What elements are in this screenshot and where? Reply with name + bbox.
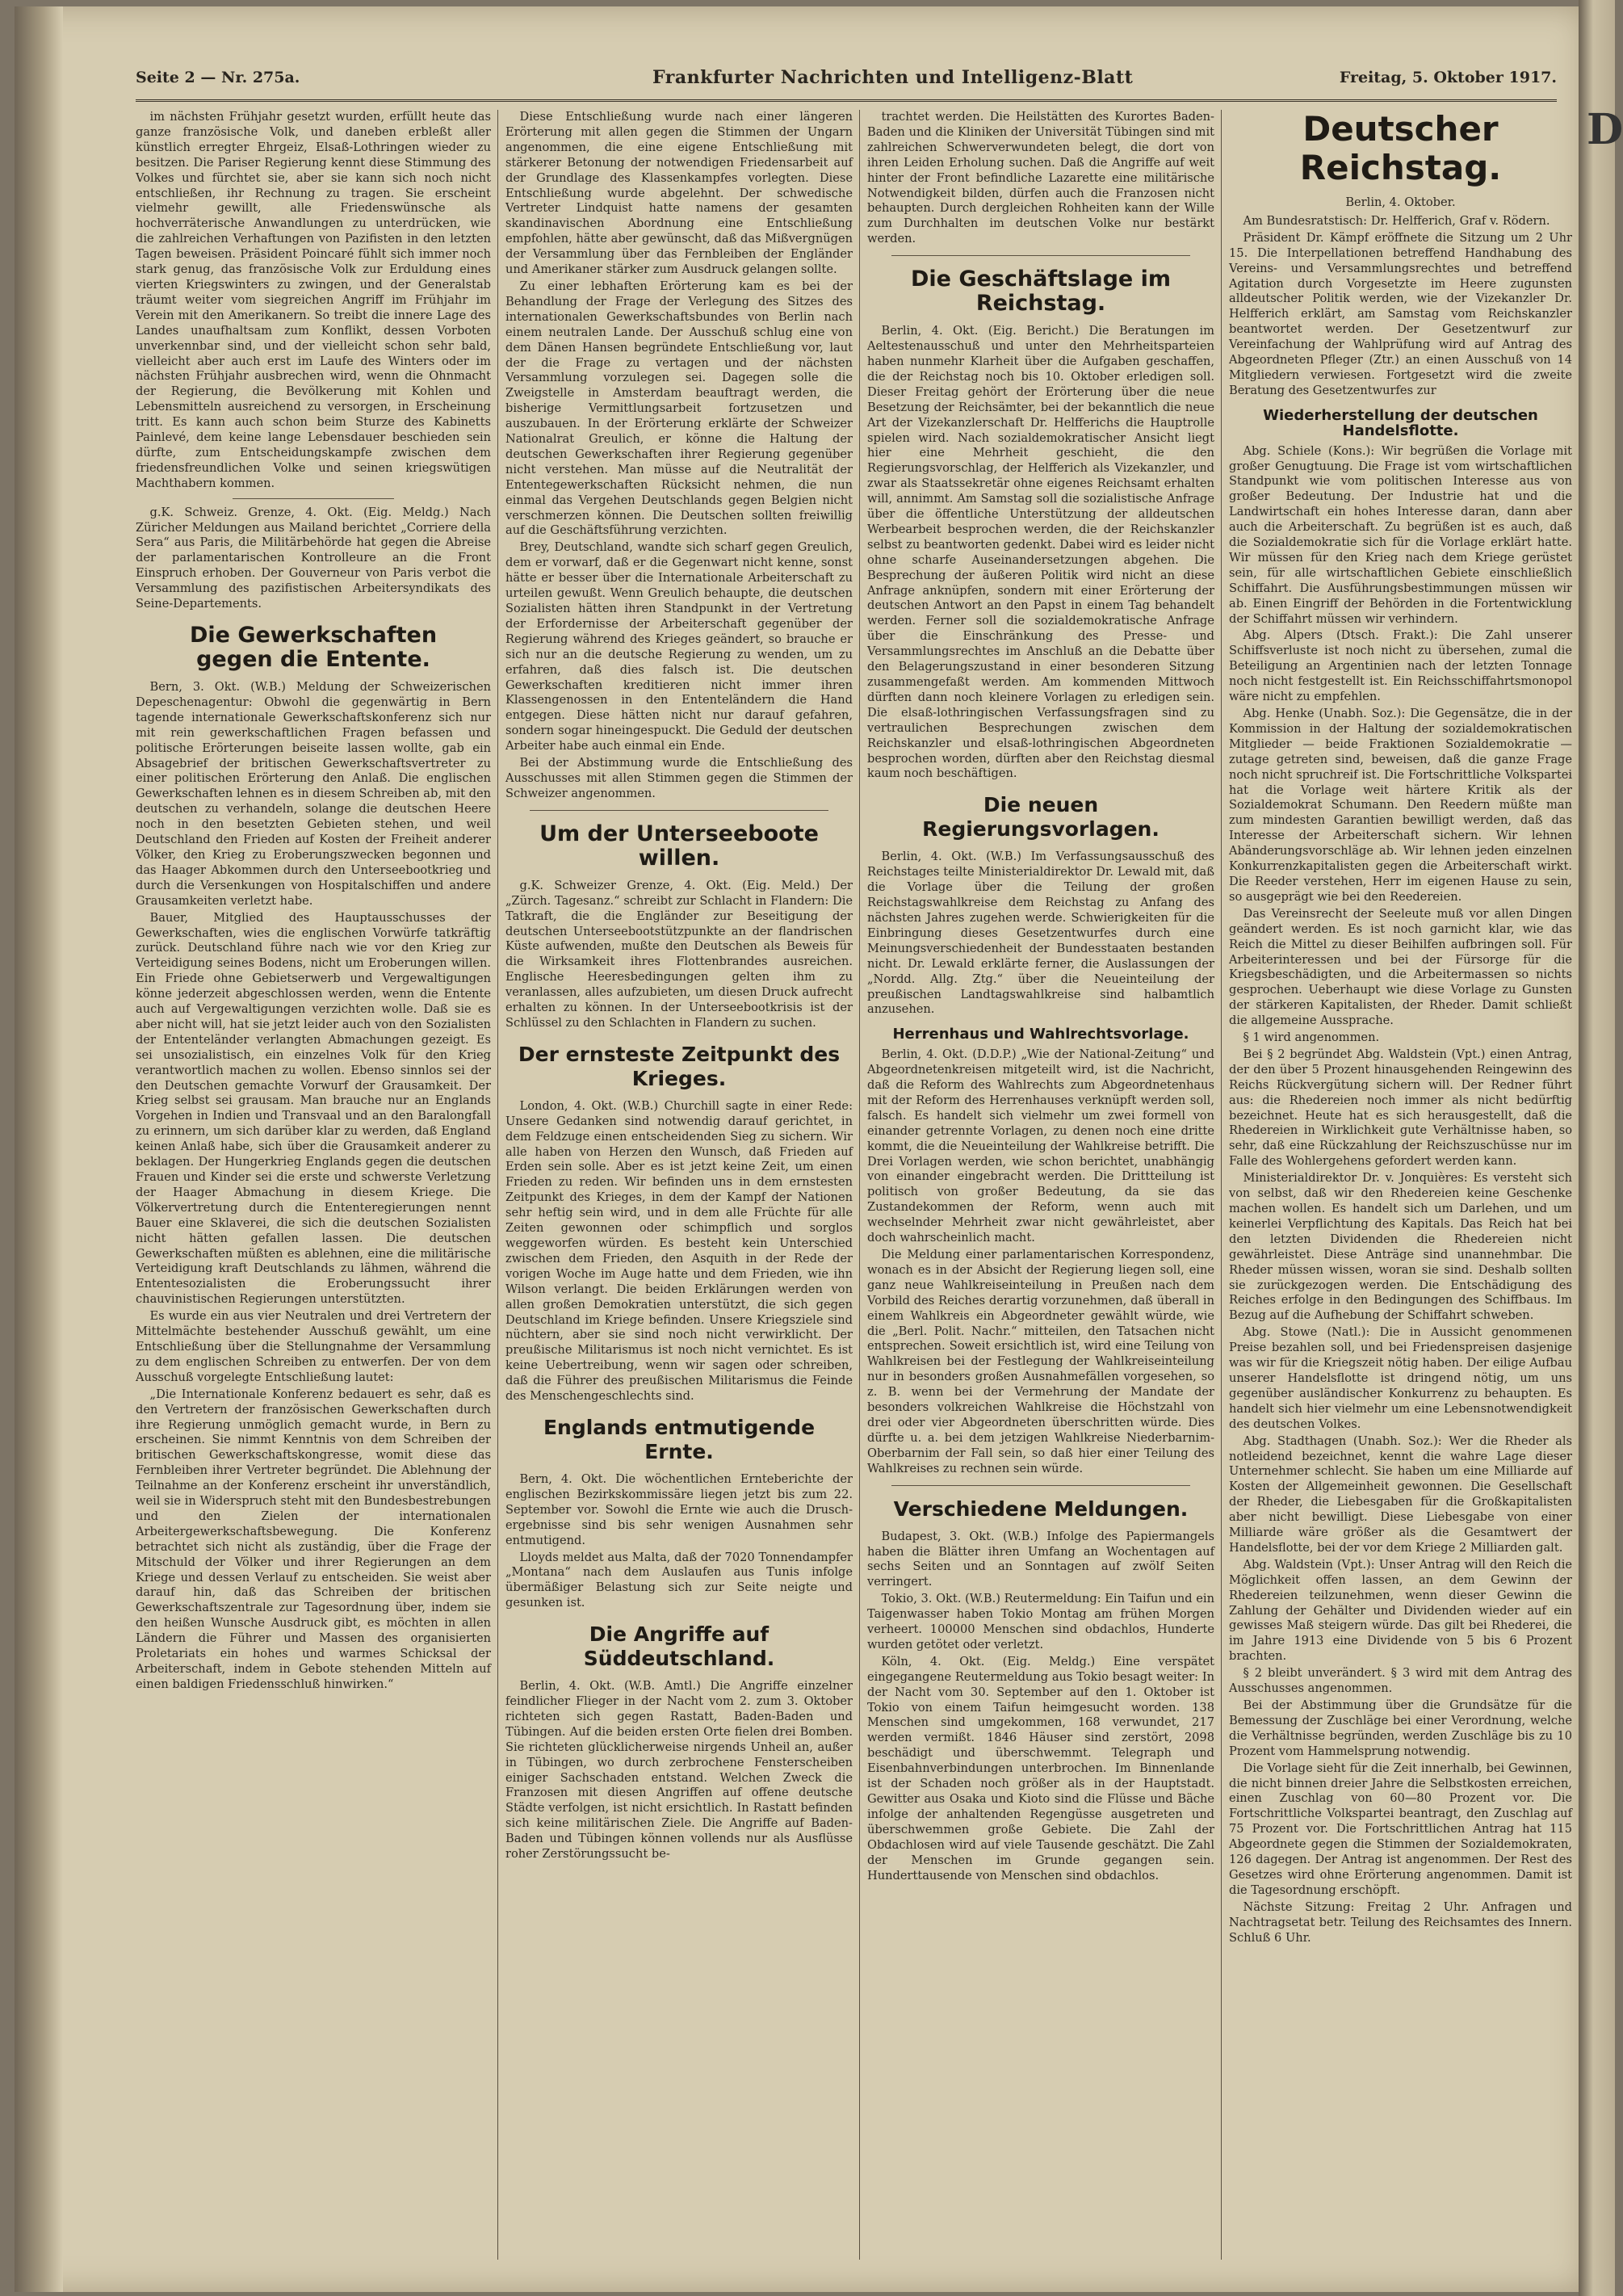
article-paragraph: g.K. Schweizer Grenze, 4. Okt. (Eig. Meld.) Der „Zürch. Tagesanz.“ schreibt zur Schlacht in Flandern: Die Tatkraft, die die Engländer zur Beseitigung der deutschen Unterseebootstützpunkte an der flandrischen Küste aufwenden, mußte den Deutschen als Beweis für die Wirksamkeit ihres Flottenbrandes ausreichen. Englische Heeresbedingungen gelten ihm zu veranlassen, alles aufzubieten, um diesen Druck aufrecht erhalten zu können. In der Unterseebootkrisis ist der Schlüssel zu den Schlachten in Flandern zu suchen. xyxy=(505,878,853,1030)
article-paragraph: § 1 wird angenommen. xyxy=(1243,1030,1380,1045)
article-headline xyxy=(136,623,491,672)
next-page-edge xyxy=(1579,0,1623,2296)
binding-edge xyxy=(15,6,63,2292)
article-paragraph: Diese Entschließung wurde nach einer längeren Erörterung mit allen gegen die Stimmen der Ungarn angenommen, die eine eigene Entschließung mit stärkerer Betonung der notwendigen Friedensarbeit auf der Grundlage des Klassenkampfes vorlegten. Diese Entschließung wurde abgelehnt. Der schwedische Vertreter Lindquist hatte namens der gesamten skandinavischen Abordnung eine Entschließung empfohlen, hätte aber gewünscht, daß das Mißvergnügen der Versammlung über das Fernbleiben der Engländer und Amerikaner stärker zum Ausdruck gelangen sollte. xyxy=(505,110,853,277)
article-headline: Die Geschäftslage im Reichstag. xyxy=(911,267,1171,317)
article-paragraph: im nächsten Frühjahr gesetzt wurden, erfüllt heute das ganze französische Volk, und daneben erbleßt aller künstlich erregter Ehrgeiz, Elsaß-Lothringen wieder zu besitzen. Die Pariser Regierung kennt diese Stimmung des Volkes und fürchtet sie, aber sie kann sich noch nicht entschließen, ihr Rechnung zu tragen. Sie erscheint vielmehr gewillt, alle Friedenswünsche als hochverräterische Anwandlungen zu unterdrücken, wie die zahlreichen Verhaftungen von Pazifisten in den letzten Tagen beweisen. Präsident Poincaré fühlt sich immer noch stark genug, das französische Volk zur Erduldung eines vierten Kriegswinters zu zwingen, und der Generalstab träumt weiter vom siegreichen Angriff im Frühjahr im Verein mit den Amerikanern. So treibt die innere Lage des Landes unaufhaltsam zum Konflikt, dessen Vorboten unverkennbar sind, und der vielleicht schon sehr bald, vielleicht aber auch erst im Laufe des Winters oder im nächsten Frühjahr ausbrechen wird, wenn die Ohnmacht der Regierung, die Bevölkerung mit Kohlen und Lebensmitteln ausreichend zu versorgen, in Erscheinung tritt. Es kann auch schon beim Sturze des Kabinetts Painlevé, dem keine lange Lebensdauer beschieden sein dürfte, zum Entscheidungskampfe zwischen dem friedensfreundlichen Volke und seinen kriegswütigen Machthabern kommen. xyxy=(136,110,491,490)
article-headline: Englands entmutigende Ernte. xyxy=(543,1415,816,1463)
article-paragraph: Bei der Abstimmung wurde die Entschließung des Ausschusses mit allen Stimmen gegen die Stimmen der Schweizer angenommen. xyxy=(505,756,853,800)
issue-date: Freitag, 5. Oktober 1917. xyxy=(1339,69,1557,86)
article-headline: Verschiedene Meldungen. xyxy=(893,1496,1189,1521)
article-paragraph: Budapest, 3. Okt. (W.B.) Infolge des Papiermangels haben die Blätter ihren Umfang an Wochentagen auf sechs Seiten und an Sonntagen auf zwölf Seiten verringert. xyxy=(867,1529,1214,1589)
headline-line: Die Gewerkschaften xyxy=(189,623,438,648)
article-paragraph: Abg. Stowe (Natl.): Die in Aussicht genommenen Preise bezahlen soll, und bei Friedenspreisen dasjenige was wir für die Kriegszeit nötig haben. Der eilige Aufbau unserer Handelsflotte ist dringend nötig, um uns gegenüber ausländischer Konkurrenz zu behaupten. Es handelt sich hier vielmehr um eine Lebensnotwendigkeit des deutschen Volkes. xyxy=(1229,1325,1572,1431)
section-headline: Deutscher Reichstag. xyxy=(1299,109,1502,187)
article-paragraph: London, 4. Okt. (W.B.) Churchill sagte in einer Rede: Unsere Gedanken sind notwendig darauf gerichtet, in dem Feldzuge einen entscheidenden Sieg zu sichern. Wir alle haben von Herzen den Wunsch, daß Frieden auf Erden sein solle. Aber es ist jetzt keine Zeit, um einen Frieden zu reden. Wir befinden uns in dem ernstesten Zeitpunkt des Krieges, in dem der Kampf der Nationen sehr heftig sein wird, und in dem alle Früchte für alle Zeiten gewonnen oder schimpflich und sorglos weggeworfen würden. Es besteht kein Unterschied zwischen dem Frieden, den Asquith in der Rede der vorigen Woche im Auge hatte und dem Frieden, wie ihn Wilson verlangt. Die beiden Erklärungen werden von allen großen Demokratien unterstützt, die sich gegen Deutschland im Kriege befinden. Unsere Kriegsziele sind nüchtern, aber sie sind noch nicht verwirklicht. Der preußische Militarismus ist noch nicht vernichtet. Es ist keine Uebertreibung, wenn wir sagen oder schreiben, daß die Führer des preußischen Militarismus die Feinde des Menschengeschlechts sind. xyxy=(505,1098,853,1404)
article-paragraph: Abg. Alpers (Dtsch. Frakt.): Die Zahl unserer Schiffsverluste ist noch nicht zu übersehen, zumal die Beteiligung an Argentinien nach der letzten Tonnage noch nicht festgestellt ist. Ein Reichsschiffahrtsmonopol wäre nicht zu empfehlen. xyxy=(1229,628,1572,704)
divider xyxy=(233,498,394,499)
headline-line: gegen die Entente. xyxy=(196,647,430,672)
article-headline: Die Angriffe auf Süddeutschland. xyxy=(583,1622,775,1671)
next-page-letter: D xyxy=(1587,105,1623,154)
article-subheadline: Wiederherstellung der deutschen Handelsflotte. xyxy=(1263,406,1538,439)
article-paragraph: Am Bundesratstisch: Dr. Helfferich, Graf v. Rödern. xyxy=(1243,213,1550,228)
article-paragraph: Die Meldung einer parlamentarischen Korrespondenz, wonach es in der Absicht der Regierung liegen soll, eine ganz neue Wahlkreiseinteilung in Preußen nach dem Vorbild des Reiches derartig vorzunehmen, daß überall in einem Wahlkreis ein Abgeordneter gewählt würde, wie die „Berl. Polit. Nachr.“ mitteilen, den Tatsachen nicht entsprechen. Soweit ersichtlich ist, wird eine Teilung von Wahlkreisen bei der Festlegung der Wahlkreiseinteilung nur in besonders großen Ausnahmefällen vorgesehen, so z. B. wenn bei der Vermehrung der Mandate der besonders volkreichen Wahlkreise die Höchstzahl von drei oder vier Abgeordneten überschritten würde. Dies dürfte u. a. bei dem jetzigen Wahlkreise Niederbarnim-Oberbarnim der Fall sein, so daß hier einer Teilung des Wahlkreises zu rechnen sein würde. xyxy=(867,1248,1214,1475)
article-paragraph: Tokio, 3. Okt. (W.B.) Reutermeldung: Ein Taifun und ein Taigenwasser haben Tokio Montag am frühen Morgen verheert. 100000 Menschen sind obdachlos, Hunderte wurden getötet oder verletzt. xyxy=(867,1592,1214,1652)
divider xyxy=(891,255,1190,256)
column-2 xyxy=(505,110,853,2260)
article-paragraph: Zu einer lebhaften Erörterung kam es bei der Behandlung der Frage der Verlegung des Sitzes des internationalen Gewerkschaftsbundes von Berlin nach einem neutralen Lande. Der Ausschuß schlug eine von dem Dänen Hansen begründete Entschließung vor, laut der die Frage zu vertagen und der nächsten Versammlung vorzulegen sei. Dagegen solle die Zweigstelle in Amsterdam beauftragt werden, die bisherige Vermittlungsarbeit fortzusetzen und auszubauen. In der Erörterung erklärte der Schweizer Nationalrat Greulich, er könne die Haltung der deutschen Gewerkschaften ihrer Regierung gegenüber nicht verstehen. Man müsse auf die Neutralität der Ententegewerkschaften Rücksicht nehmen, die nun einmal das Vergehen Deutschlands gegen Belgien nicht verschmerzen können. Die Deutschen sollten freiwillig auf die Geschäftsführung verzichten. xyxy=(505,279,853,538)
article-paragraph: Die Vorlage sieht für die Zeit innerhalb, bei Gewinnen, die nicht binnen dreier Jahre die Selbstkosten erreichen, einen Zuschlag von 60—80 Prozent vor. Die Fortschrittliche Volkspartei beantragt, den Zuschlag auf 75 Prozent vor. Die Fortschrittlichen Antrag hat 115 Abgeordnete gegen die Stimmen der Sozialdemokraten, 126 dagegen. Der Antrag ist angenommen. Der Rest des Gesetzes wird ohne Erörterung angenommen. Damit ist die Tagesordnung erschöpft. xyxy=(1229,1761,1572,1897)
article-paragraph: Bern, 3. Okt. (W.B.) Meldung der Schweizerischen Depeschenagentur: Obwohl die gegenwärtig in Bern tagende internationale Gewerkschaftskonferenz sich nur mit rein gewerkschaftlichen Fragen befassen und politische Erörterungen beiseite lassen wollte, gab ein Absagebrief der britischen Gewerkschaftsvertreter zu einer politischen Erörterung den Anlaß. Die englischen Gewerkschaften lehnen es in diesem Schreiben ab, mit den deutschen zu verhandeln, solange die deutschen Heere noch in den besetzten Gebieten stehen, und weil Deutschland den Frieden auf Kosten der Freiheit anderer Völker, den Krieg zu Eroberungszwecken begonnen und das Haager Abkommen durch den Unterseebootkrieg und durch die Versenkungen von Hospitalschiffen und andere Grausamkeiten verletzt habe. xyxy=(136,680,492,908)
article-paragraph: Bern, 4. Okt. Die wöchentlichen Ernteberichte der englischen Bezirkskommissäre liegen jetzt bis zum 22. September vor. Sowohl die Ernte wie auch die Druschergebnisse sind bis sehr wenigen Ausnahmen sehr entmutigend. xyxy=(505,1471,853,1547)
article-subheadline: Herrenhaus und Wahlrechtsvorlage. xyxy=(892,1026,1189,1043)
column-4 xyxy=(1229,110,1572,2260)
article-paragraph: Berlin, 4. Okt. (W.B. Amtl.) Die Angriffe einzelner feindlicher Flieger in der Nacht vom 2. zum 3. Oktober richteten sich gegen Rastatt, Baden-Baden und Tübingen. Auf die beiden ersten Orte fielen drei Bomben. Sie richteten glücklicherweise nirgends Unheil an, außer in Tübingen, wo durch zerbrochene Fensterscheiben einiger Sachschaden entstand. Welchen Zweck die Franzosen mit diesen Angriffen auf offene deutsche Städte verfolgen, ist nicht ersichtlich. In Rastatt befinden sich keine militärischen Ziele. Die Angriffe auf Baden-Baden und Tübingen können vollends nur als Ausflüsse roher Zerstörungssucht be- xyxy=(505,1679,853,1862)
divider xyxy=(891,1485,1190,1486)
article-paragraph: Berlin, 4. Okt. (W.B.) Im Verfassungsausschuß des Reichstages teilte Ministerialdirektor Dr. Lewald mit, daß die Vorlage über die Teilung der großen Reichstagswahlkreise dem Reichstag zu Anfang des nächsten Jahres zugehen werde. Schwierigkeiten für die Einbringung dieses Gesetzentwurfes durch eine Meinungsverschiedenheit der Bundesstaaten bestanden nicht. Dr. Lewald erklärte ferner, die Auslassungen der „Nordd. Allg. Ztg.“ über die Neueinteilung der preußischen Landtagswahlkreise sind halbamtlich anzusehen. xyxy=(867,850,1214,1017)
article-headline: Die neuen Regierungsvorlagen. xyxy=(922,793,1160,842)
page-header xyxy=(136,67,1557,102)
article-paragraph: Bei der Abstimmung über die Grundsätze für die Bemessung der Zuschläge bei einer Verordnung, welche die Verhältnisse begründen, werden Zuschläge bis zu 10 Prozent vom Hammelsprung notwendig. xyxy=(1229,1698,1572,1758)
article-paragraph: Brey, Deutschland, wandte sich scharf gegen Greulich, dem er vorwarf, daß er die Gegenwart nicht kenne, sonst hätte er besser über die Internationale Arbeiterschaft zu urteilen gewußt. Wenn Greulich behaupte, die deutschen Sozialisten hätten ihren Standpunkt in der Vertretung der Erfordernisse der Arbeiterschaft gegenüber der Regierung während des Krieges geändert, so brauche er sich nur an die deutsche Regierung zu wenden, um zu erfahren, daß dies falsch ist. Die deutschen Gewerkschaften kreditieren nicht immer ihren Klassengenossen in den Ententeländern die Hand entgegen. Diese hätten nicht nur darauf gefahren, sondern sogar hineingespuckt. Die Geduld der deutschen Arbeiter habe auch einmal ein Ende. xyxy=(505,540,853,753)
article-headline: Der ernsteste Zeitpunkt des Krieges. xyxy=(518,1042,841,1090)
article-paragraph: Abg. Waldstein (Vpt.): Unser Antrag will den Reich die Möglichkeit offen lassen, an dem Gewinn der Rhedereien teilzunehmen, wenn dieser Gewinn die Zahlung der Gehälter und Dividenden wieder auf ein gewisses Maß steigern würde. Das gilt bei Rhederei, die im Jahre 1913 eine Dividende von 5 bis 6 Prozent brachten. xyxy=(1229,1557,1572,1664)
article-paragraph: Ministerialdirektor Dr. v. Jonquières: Es versteht sich von selbst, daß wir den Rhedereien keine Geschenke machen wollen. Es handelt sich um Darlehen, und um keinerlei Verpflichtung des Kapitals. Das Reich hat bei den letzten Dividenden die Rhedereien nicht gewährleistet. Diese Anträge sind unannehmbar. Die Rheder müssen wissen, woran sie sind. Deshalb sollten sie zurückgezogen werden. Die Entschädigung des Reiches erfolge in den Bedingungen des Schiffbaus. Im Bezug auf die Aufhebung der Schiffahrt schweben. xyxy=(1229,1171,1572,1323)
article-paragraph: Bauer, Mitglied des Hauptausschusses der Gewerkschaften, wies die englischen Vorwürfe tatkräftig zurück. Deutschland führe nach wie vor den Krieg zur Verteidigung seines Bodens, nicht um Eroberungen willen. Ein Friede ohne Gebietserwerb und Vergewaltigungen könne jederzeit abgeschlossen werden, wenn die Entente auch auf Vergewaltigungen verzichten wolle. Daß sie es aber nicht will, hat sie jetzt leider auch von den Sozialisten der Ententeländer verlangten Abmachungen gezeigt. Es sei unsozialistisch, ein einzelnes Volk für den Krieg verantwortlich machen zu wollen. Ebenso sinnlos sei der den Deutschen gemachte Vorwurf der Grausamkeit. Der Krieg selbst sei grausam. Man brauche nur an Englands Vorgehen in Indien und Transvaal und an den Baralongfall zu erinnern, um sich darüber klar zu werden, daß England keinen Anlaß habe, sich über die Grausamkeit anderer zu beklagen. Der Hungerkrieg Englands gegen die deutschen Frauen und Kinder sei die erste und schwerste Verletzung der Haager Abmachung in diesem Kriege. Die Völkervertretung durch die Ententeregierungen nennt Bauer eine Sklaverei, die sich die deutschen Sozialisten nicht hätten gefallen lassen. Die deutschen Gewerkschaften müßten es ablehnen, eine die militärische Verteidigung kraft Deutschlands zu lähmen, während die Ententesozialisten die Eroberungssucht ihrer chauvinistischen Regierungen unterstützten. xyxy=(136,910,491,1307)
article-paragraph: Berlin, 4. Okt. (Eig. Bericht.) Die Beratungen im Aeltestenausschuß und unter den Mehrheitsparteien haben nunmehr Klarheit über die Aufgaben geschaffen, die der Reichstag noch bis 10. Oktober erledigen soll. Dieser Freitag gehört der Erörterung über die neue Besetzung der Reichsämter, bei der bekanntlich die neue Art der Vizekanzlerschaft Dr. Helfferichs die Hauptrolle spielen wird. Nach sozialdemokratischer Ansicht liegt hier eine Mehrheit geschieht, die den Regierungsvorschlag, der Helfferich als Vizekanzler, und zwar als Staatssekretär ohne eigenes Reichsamt erhalten will, annimmt. Am Samstag soll die sozialistische Anfrage über die öffentliche Unterstützung der alldeutschen Werbearbeit besprochen werden, die der Reichskanzler selbst zu beantworten gedenkt. Dabei wird es leider nicht ohne scharfe Auseinandersetzungen abgehen. Die Besprechung der äußeren Politik wird nicht an diese Anfrage anknüpfen, sondern mit einer Erörterung der deutschen Antwort an den Papst in einem Tag behandelt werden. Ferner soll die sozialdemokratische Anfrage über die Einschränkung des Presse- und Versammlungsrechtes im Anschluß an die Debatte über den Belagerungszustand in einer besonderen Sitzung zusammengefaßt werden. Am kommenden Mittwoch dürften dann noch kleinere Vorlagen zu erledigen sein. Die elsaß-lothringischen Verfassungsfragen sind zu vertraulichen Besprechungen zwischen dem Reichskanzler und elsaß-lothringischen Abgeordneten besprochen worden, dürften aber den Reichstag diesmal kaum noch beschäftigen. xyxy=(867,324,1214,781)
article-paragraph: Das Vereinsrecht der Seeleute muß vor allen Dingen geändert werden. Es ist noch garnicht klar, wie das Reich die Mittel zu dieser Beihilfen aufbringen soll. Für Arbeiterinteressen und bei der Fürsorge für die Kriegsbeschädigten, und die Arbeitermassen so nichts gesprochen. Ueberhaupt wie diese Vorlage zu Gunsten der stärkeren Kapitalisten, der Rheder. Damit schließt die allgemeine Aussprache. xyxy=(1229,906,1572,1028)
column-3 xyxy=(867,110,1214,2260)
column-rule xyxy=(859,110,860,2260)
dateline: Berlin, 4. Oktober. xyxy=(1345,195,1456,209)
article-paragraph: Präsident Dr. Kämpf eröffnete die Sitzung um 2 Uhr 15. Die Interpellationen betreffend Handhabung des Vereins- und Versammlungsrechtes und betreffend Agitation durch Vorgesetzte im Heere zugunsten alldeutscher Politik werden, wie der Vizekanzler Dr. Helfferich erklärt, am Samstag vom Reichskanzler beantwortet werden. Der Gesetzentwurf zur Vereinfachung der Wahlprüfung wird auf Antrag des Abgeordneten Pfleger (Ztr.) an einen Ausschuß von 14 Mitgliedern verwiesen. Fortgesetzt wird die zweite Beratung des Gesetzentwurfes zur xyxy=(1229,230,1572,397)
article-paragraph: Köln, 4. Okt. (Eig. Meldg.) Eine verspätet eingegangene Reutermeldung aus Tokio besagt weiter: In der Nacht vom 30. September auf den 1. Oktober ist Tokio von einem Taifun heimgesucht worden. 138 Menschen sind umgekommen, 168 verwundet, 217 werden vermißt. 1846 Häuser sind zerstört, 2098 beschädigt und überschwemmt. Telegraph und Eisenbahnverbindungen unterbrochen. Im Binnenlande ist der Schaden noch größer als in der Hauptstadt. Gewitter aus Osaka und Kioto sind die Flüsse und Bäche infolge der anhaltenden Regengüsse ausgetreten und überschwemmen große Gebiete. Die Zahl der Obdachlosen wird auf viele Tausende geschätzt. Die Zahl der Menschen im Grunde gegangen sein. Hunderttausende von Menschen sind obdachlos. xyxy=(867,1654,1214,1883)
article-paragraph: Abg. Henke (Unabh. Soz.): Die Gegensätze, die in der Kommission in der Haltung der sozialdemokratischen Mitglieder — beide Fraktionen Sozialdemokratie — zutage getreten sind, beweisen, daß die ganze Frage noch nicht spruchreif ist. Die Fortschrittliche Volkspartei hat die Vorlage weit härtere Kritik als der Sozialdemokrat Schumann. Den Reedern müßte man zum mindesten Garantien bewilligt werden, daß das Interesse der Arbeiterschaft sichern. Wir lehnen Abänderungsvorschläge ab. Wir lehnen jeden einzelnen Konkurrenzkapitalisten gegen die Arbeiterschaft wirkt. Die Reeder verstehen, Herr im eigenen Hause zu sein, so ausgeprägt wie bei den Reedereien. xyxy=(1229,707,1572,904)
article-headline: Um der Unterseeboote willen. xyxy=(539,821,819,871)
article-paragraph: „Die Internationale Konferenz bedauert es sehr, daß es den Vertretern der französischen Gewerkschaften durch ihre Regierung unmöglich gemacht wurde, in Bern zu erscheinen. Sie nimmt Kenntnis von dem Schreiben der britischen Gewerkschaftskongresse, womit diese das Fernbleiben ihrer Vertreter begründet. Die Ablehnung der Teilnahme an der Konferenz erscheint ihr unverständlich, weil sie in Widerspruch steht mit den Bundesbestrebungen und den Zielen der internationalen Arbeitergewerkschaftsbewegung. Die Konferenz betrachtet sich nicht als zuständig, über die Frage der Mitschuld der Völker und ihrer Regierungen an dem Kriege und dessen Verlauf zu entscheiden. Sie weist aber darauf hin, daß das Schreiben der britischen Gewerkschaftszentrale zur Tagesordnung über, indem sie den heißen Wunsche Ausdruck gibt, es möchten in allen Ländern die Führer und Massen des organisierten Proletariats ein hohes und warmes Schicksal der Arbeiterschaft, indem in Gebote stehenden Mitteln auf einen baldigen Friedensschluß hinwirken.“ xyxy=(136,1387,491,1691)
article-paragraph: Lloyds meldet aus Malta, daß der 7020 Tonnendampfer „Montana“ nach dem Auslaufen aus Tunis infolge übermäßiger Belastung sich zur Seite neigte und gesunken ist. xyxy=(505,1550,853,1610)
article-paragraph: Nächste Sitzung: Freitag 2 Uhr. Anfragen und Nachtragsetat betr. Teilung des Reichsamtes des Innern. Schluß 6 Uhr. xyxy=(1229,1899,1572,1945)
article-paragraph: Berlin, 4. Okt. (D.D.P.) „Wie der National-Zeitung“ und Abgeordnetenkreisen mitgeteilt wird, ist die Nachricht, daß die Reform des Wahlrechts zum Abgeordnetenhaus mit der Reform des Herrenhauses verknüpft werden soll, falsch. Es handelt sich vielmehr um zwei formell von einander getrennte Vorlagen, zu denen noch eine dritte kommt, die die Neueinteilung der Wahlkreise betrifft. Die Drei Vorlagen werden, wie schon berichtet, unabhängig von einander eingebracht werden. Die Drittteilung ist politisch von großer Bedeutung, da sie das Zustandekommen der Reform, wenn auch mit wechselnder Mehrheit zwar nicht gewährleistet, aber doch wahrscheinlich macht. xyxy=(867,1047,1214,1245)
column-rule xyxy=(1221,110,1222,2260)
column-1 xyxy=(136,110,491,2260)
article-paragraph: Es wurde ein aus vier Neutralen und drei Vertretern der Mittelmächte bestehender Ausschuß gewählt, um eine Entschließung über die Stellungnahme der Versammlung zu dem englischen Schreiben zu entwerfen. Der von dem Ausschuß vorgelegte Entschließung lautet: xyxy=(136,1309,491,1384)
page-number: Seite 2 — Nr. 275a. xyxy=(136,69,300,86)
article-paragraph: Bei § 2 begründet Abg. Waldstein (Vpt.) einen Antrag, der den über 5 Prozent hinausgehenden Reingewinn des Reichs Rückvergütung sichern will. Der Redner führt aus: die Rhedereien noch immer als nicht bedürftig bezeichnet. Heute hat es sich herausgestellt, daß die Rhedereien in Wirklichkeit gute Verhältnisse haben, so sehr, daß eine Rückzahlung der Reichszuschüsse nur im Falle des Wohlergehens gefordert werden kann. xyxy=(1229,1047,1572,1169)
article-paragraph: g.K. Schweiz. Grenze, 4. Okt. (Eig. Meldg.) Nach Züricher Meldungen aus Mailand berichtet „Corriere della Sera“ aus Paris, die Militärbehörde hat gegen die Abreise der parlamentarischen Kontrolleure an die Front Einspruch erhoben. Der Gouverneur von Paris verbot die Versammlung des pazifistischen Arbeitersyndikats des Seine-Departements. xyxy=(136,505,491,611)
newspaper-page xyxy=(15,6,1585,2292)
column-rule xyxy=(497,110,498,2260)
masthead: Frankfurter Nachrichten und Intelligenz-Blatt xyxy=(652,67,1134,88)
article-paragraph: Abg. Stadthagen (Unabh. Soz.): Wer die Rheder als notleidend bezeichnet, kennt die wahre Lage dieser Unternehmer schlecht. Sie haben um eine Milliarde auf Kosten der Allgemeinheit gewonnen. Die Gesellschaft der Rheder, die Liebesgaben für die Großkapitalisten aber nicht bewilligt. Diese Liebesgabe von einer Milliarde wäre größer als die Gesamtwert der Handelsflotte, bei der vor dem Kriege 2 Milliarden galt. xyxy=(1229,1433,1572,1555)
article-paragraph: Abg. Schiele (Kons.): Wir begrüßen die Vorlage mit großer Genugtuung. Die Frage ist vom wirtschaftlichen Standpunkt wie vom politischen Interesse aus von großer Bedeutung. Der Industrie hat und die Landwirtschaft ein hohes Interesse daran, dann aber auch die Arbeiterschaft. Zu begrüßen ist es auch, daß die Sozialdemokratie sich für die Vorlage erklärt hatte. Wir müssen für den Krieg nach dem Kriege gerüstet sein, für alle wirtschaftlichen Gebiete einschließlich Schiffahrt. Die Ausführungsbestimmungen müssen wir ab. Einen Eingriff der Behörden in die Fortentwicklung der Schiffahrt müssen wir verhindern. xyxy=(1229,443,1572,626)
article-paragraph: § 2 bleibt unverändert. § 3 wird mit dem Antrag des Ausschusses angenommen. xyxy=(1229,1666,1572,1696)
article-paragraph: trachtet werden. Die Heilstätten des Kurortes Baden-Baden und die Kliniken der Universität Tübingen sind mit zahlreichen Schwerverwundeten belegt, die dort von ihren Leiden Erholung suchen. Daß die Angriffe auf weit hinter der Front befindliche Lazarette eine militärische Notwendigkeit bilden, dürfen auch die Franzosen nicht behaupten. Durch dergleichen Rohheiten kann der Wille zum Durchhalten im deutschen Volke nur bestärkt werden. xyxy=(867,110,1214,246)
divider xyxy=(530,810,828,811)
